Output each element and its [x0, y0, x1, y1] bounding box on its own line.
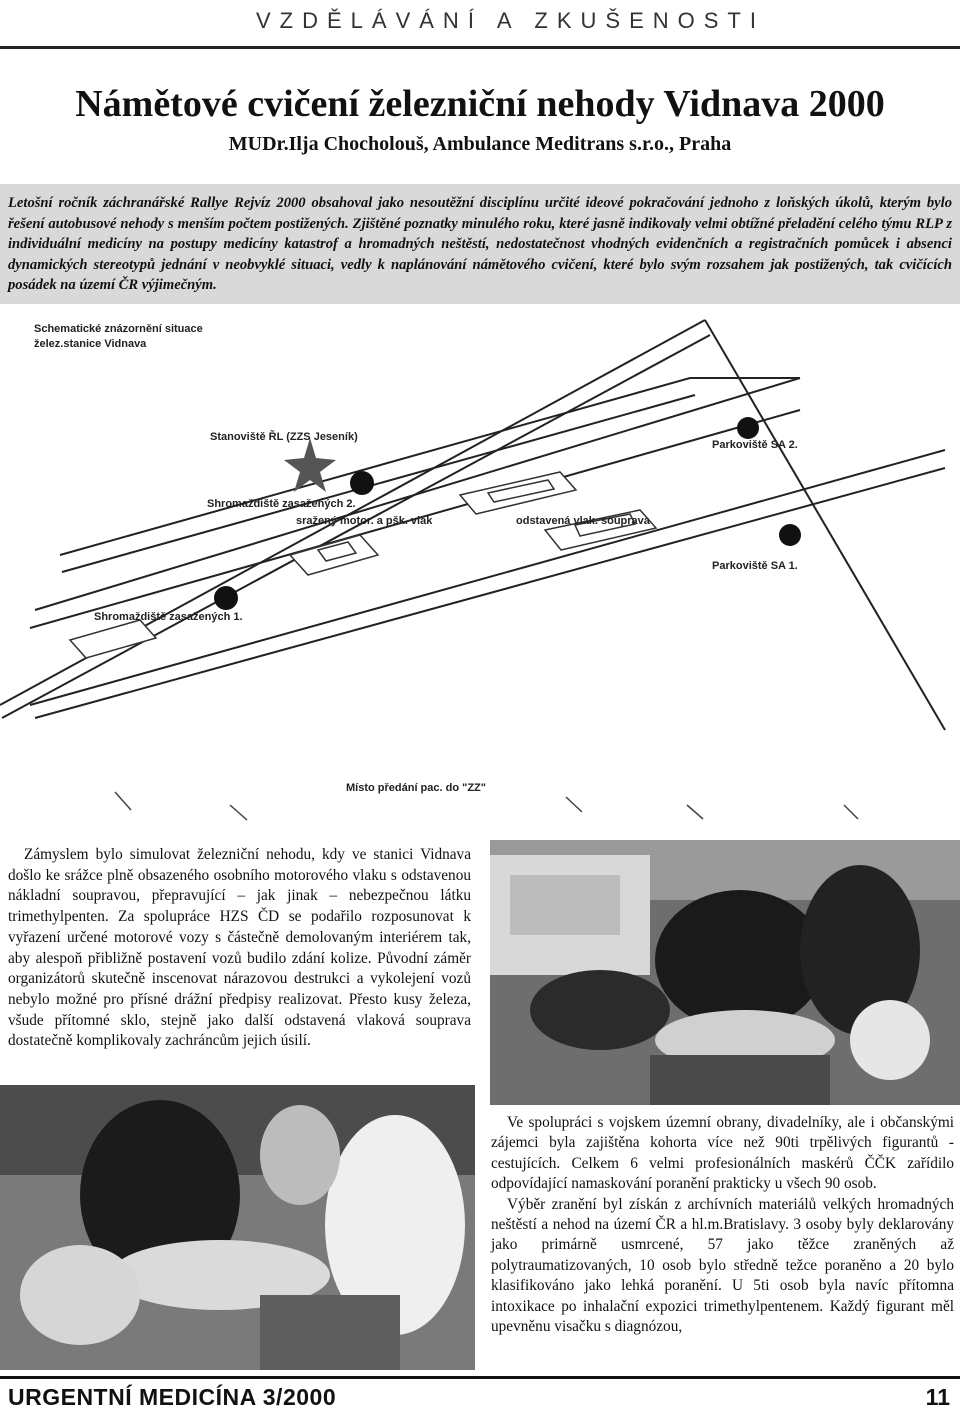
parking-sa1-marker — [779, 524, 801, 546]
page-number: 11 — [925, 1384, 950, 1410]
assembly-point-2 — [350, 471, 374, 495]
label-shromazdiste-2: Shromaždiště zasažených 2. — [207, 498, 356, 510]
body-column-right — [491, 1113, 954, 1337]
body-paragraph-intro: Zámyslem bylo simulovat železniční nehodu, kdy ve stanici Vidnava došlo ke srážce plně obsazeného osobního motorového vlaku s odstavenou nákladní soupravou, přepravující – jak jinak – nebezpečnou látku trimethylpenten. Za spolupráce HZS ČD se podařilo rozposunovat k vyřazení určené motorové vozy s částečně demolovaným interiérem tak, aby alespoň přibližně postavení vozů budilo zdání kolize. Původní záměr organizátorů skutečně inscenovat nárazovou destrukci a vykolejení vozů nebylo možné pro přísné drážní předpisy realizovat. Přesto kusy železa, všude přítomné sklo, stejně jako další odstavená vlaková souprava dostatečně komplikovaly zachráncům jejich úsilí. — [8, 846, 471, 1050]
railway-tracks — [0, 320, 945, 730]
footer-rule — [0, 1376, 960, 1379]
photo-rescuers-field — [490, 840, 960, 1105]
label-odstavena-souprava: odstavená vlak. souprava — [516, 515, 650, 527]
parking-sa2-marker — [737, 417, 759, 439]
diagram-title-line1: Schematické znázornění situace — [34, 323, 203, 335]
article-author: MUDr.Ilja Chocholouš, Ambulance Meditrans s.r.o., Praha — [228, 133, 732, 155]
body-column-left — [8, 845, 471, 1052]
label-srazeny-vlak: sražený motor. a pšk. vlak — [296, 515, 433, 527]
section-header: VZDĚLÁVÁNÍ A ZKUŠENOSTI — [256, 8, 765, 33]
situation-diagram — [0, 310, 960, 830]
assembly-point-1 — [214, 586, 238, 610]
train-cars — [70, 472, 656, 658]
body-paragraph-figuranti: Ve spolupráci s vojskem územní obrany, divadelníky, ale i občanskými zájemci byla zajištěna kohorta více než 90ti trpělivých figurantů - cestujících. Celkem 6 velmi profesionálních maskérů ČČK zařídilo odpovídající namaskování poranění prakticky u všech 90 osob. — [491, 1114, 954, 1193]
label-misto-predani: Místo předání pac. do "ZZ" — [346, 782, 486, 794]
abstract-box: Letošní ročník záchranářské Rallye Rejvíz 2000 obsahoval jako nesoutěžní disciplínu určité ideové pokračování jednoho z loňských úkolů, kterým bylo řešení autobusové nehody s menším počtem postižených. Zjištěné poznatky minulého roku, které jasně indikovaly velmi obtížné přeladění celého týmu RLP z individuální medicíny na postupy medicíny katastrof a hromadných neštěstí, nedostatečnost vhodných evidenčních a registračních pomůcek i absenci dynamických stereotypů jednání v neobvyklé situaci, vedly k naplánování námětového cvičení, které bylo svým rozsahem jak postižených, tak cvičících posádek na území ČR výjimečným. — [0, 184, 960, 304]
journal-name: URGENTNÍ MEDICÍNA 3/2000 — [8, 1384, 337, 1410]
header-rule — [0, 46, 960, 49]
label-stanoviste: Stanoviště ŘL (ZZS Jeseník) — [210, 431, 358, 443]
diagram-ticks — [115, 792, 858, 820]
photo-rescuers-patient — [0, 1085, 475, 1370]
label-parkoviste-2: Parkoviště SA 2. — [712, 439, 798, 451]
label-parkoviste-1: Parkoviště SA 1. — [712, 560, 798, 572]
article-title: Námětové cvičení železniční nehody Vidnava 2000 — [75, 83, 885, 125]
diagram-title-line2: želez.stanice Vidnava — [34, 338, 147, 350]
label-shromazdiste-1: Shromaždiště zasažených 1. — [94, 611, 243, 623]
body-paragraph-zraneni: Výběr zranění byl získán z archívních materiálů velkých hromadných neštěstí a nehod na území ČR a hl.m.Bratislavy. 3 osoby byly deklarovány jako primárně usmrcené, 57 jako těžce zraněných až polytraumatizovaných, 10 osob bylo středně težce poraněno a 20 bylo klasifikováno jako lehká poranění. U 5ti osob byla navíc přítomna intoxikace po inhalační expozici trimethylpentenem. Každý figurant měl upevněnu visačku s diagnózou, — [491, 1195, 954, 1336]
